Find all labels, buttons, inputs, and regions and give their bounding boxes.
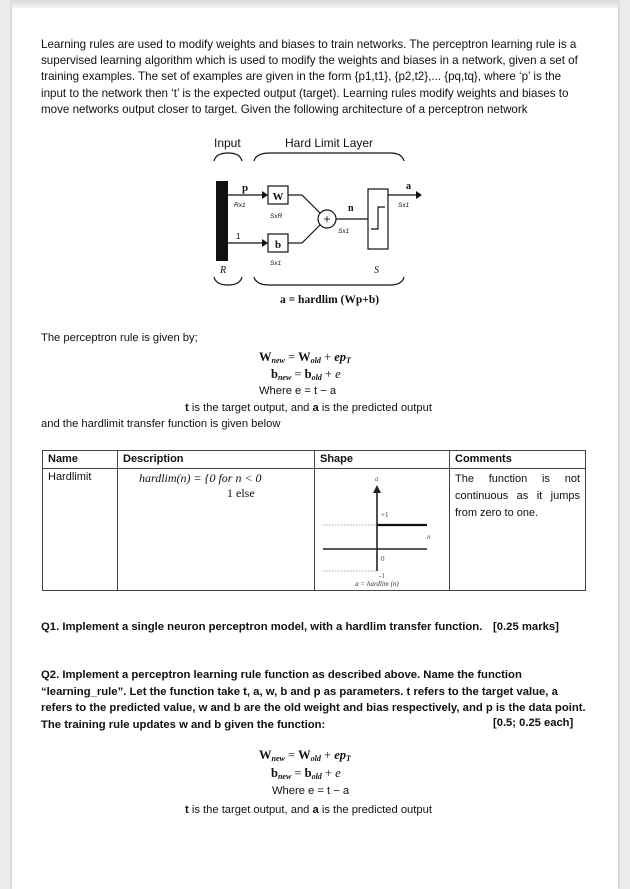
question-2-text: Q2. Implement a perceptron learning rule function as described above. Name the function “learning_rule”. Let the function take t, a, w, b and p as parameters. t refers to the target value, a refers to the predicted value, w and b are the old weight and bias respectively, and p is the data point. The training rule updates w and b given the function: xyxy=(41,669,586,731)
header-name: Name xyxy=(43,451,118,469)
question-2-marks: [0.5; 0.25 each] xyxy=(493,717,574,729)
plot-a-label: a xyxy=(375,475,379,483)
diagram-formula: a = hardlim (Wp+b) xyxy=(280,294,380,306)
hardlim-intro: and the hardlimit transfer function is given below xyxy=(41,418,281,430)
w-update-equation-1: $W_{new} = W_{old} + ep_T$ xyxy=(259,350,351,365)
w-update-equation-2: $W_{new} = W_{old} + ep_T$ xyxy=(259,748,351,763)
b-update-equation-1: $b_{new} = b_{old} + e$ xyxy=(271,367,341,382)
cell-name: Hardlimit xyxy=(43,469,118,591)
input-bar xyxy=(216,181,228,261)
perceptron-diagram xyxy=(190,133,430,308)
transfer-function-table xyxy=(42,450,586,591)
intro-paragraph: Learning rules are used to modify weights and biases to train networks. The perceptron learning rule is a supervised learning algorithm which is used to modify the weights and biases in a network, given a set of training examples. The set of examples are given in the form {p1,t1}, {p2,t2},... {pq,tq}, where ‘p’ is the input to the network then ‘t’ is the expected output (target). Learning rules modify weights and biases to move networks output closer to target. Given the following architecture of a perceptron network xyxy=(41,38,578,116)
w-dim: SxR xyxy=(270,213,283,220)
rule-intro: The perceptron rule is given by; xyxy=(41,332,198,344)
question-1-marks: [0.25 marks] xyxy=(493,621,559,633)
sum-plus: + xyxy=(323,212,331,226)
one-label: 1 xyxy=(236,232,241,241)
table-header-row xyxy=(43,451,586,469)
header-description: Description xyxy=(118,451,315,469)
p-label: p xyxy=(242,182,249,194)
description-line-2: 1 else xyxy=(227,486,255,500)
plot-zero: 0 xyxy=(381,555,385,563)
hardlim-plot xyxy=(315,469,439,587)
layer-brace-top xyxy=(254,153,404,161)
cell-description xyxy=(118,469,315,591)
input-brace-bottom xyxy=(214,277,242,285)
plot-n-label: n xyxy=(427,533,431,541)
description-line-1: hardlim(n) = {0 for n < 0 xyxy=(139,471,262,485)
cell-shape xyxy=(315,469,450,591)
header-shape: Shape xyxy=(315,451,450,469)
input-brace-top xyxy=(214,153,242,161)
cell-comments: The function is not continuous as it jumps from zero to one. xyxy=(450,469,586,591)
error-definition-2: Where e = t − a xyxy=(272,785,350,797)
n-label: n xyxy=(348,203,354,214)
plot-plus1: +1 xyxy=(381,511,389,519)
diagram-layer-label: Hard Limit Layer xyxy=(285,136,374,150)
r-label: R xyxy=(220,265,227,276)
b-label: b xyxy=(274,239,282,251)
error-definition-1: Where e = t − a xyxy=(259,385,337,397)
table-row xyxy=(43,469,586,591)
w-label: W xyxy=(272,191,284,203)
p-dim: Rx1 xyxy=(234,202,246,209)
s-label: S xyxy=(374,265,379,276)
header-comments: Comments xyxy=(450,451,586,469)
b-update-equation-2: $b_{new} = b_{old} + e$ xyxy=(271,766,341,781)
diagram-input-label: Input xyxy=(214,136,241,150)
page-top-edge xyxy=(12,0,618,8)
layer-brace-bottom xyxy=(254,277,404,285)
a-label: a xyxy=(406,181,411,192)
question-1 xyxy=(41,619,589,636)
target-note-1: t is the target output, and a is the predicted output xyxy=(185,402,432,414)
question-1-text: Q1. Implement a single neuron perceptron model, with a hardlim transfer function. xyxy=(41,621,483,633)
b-dim: Sx1 xyxy=(270,260,282,267)
n-dim: Sx1 xyxy=(338,228,350,235)
target-note-2: t is the target output, and a is the predicted output xyxy=(185,804,432,816)
a-dim: Sx1 xyxy=(398,202,410,209)
plot-caption: a = hardlim (n) xyxy=(355,580,399,587)
plot-minus1: -1 xyxy=(379,572,385,580)
